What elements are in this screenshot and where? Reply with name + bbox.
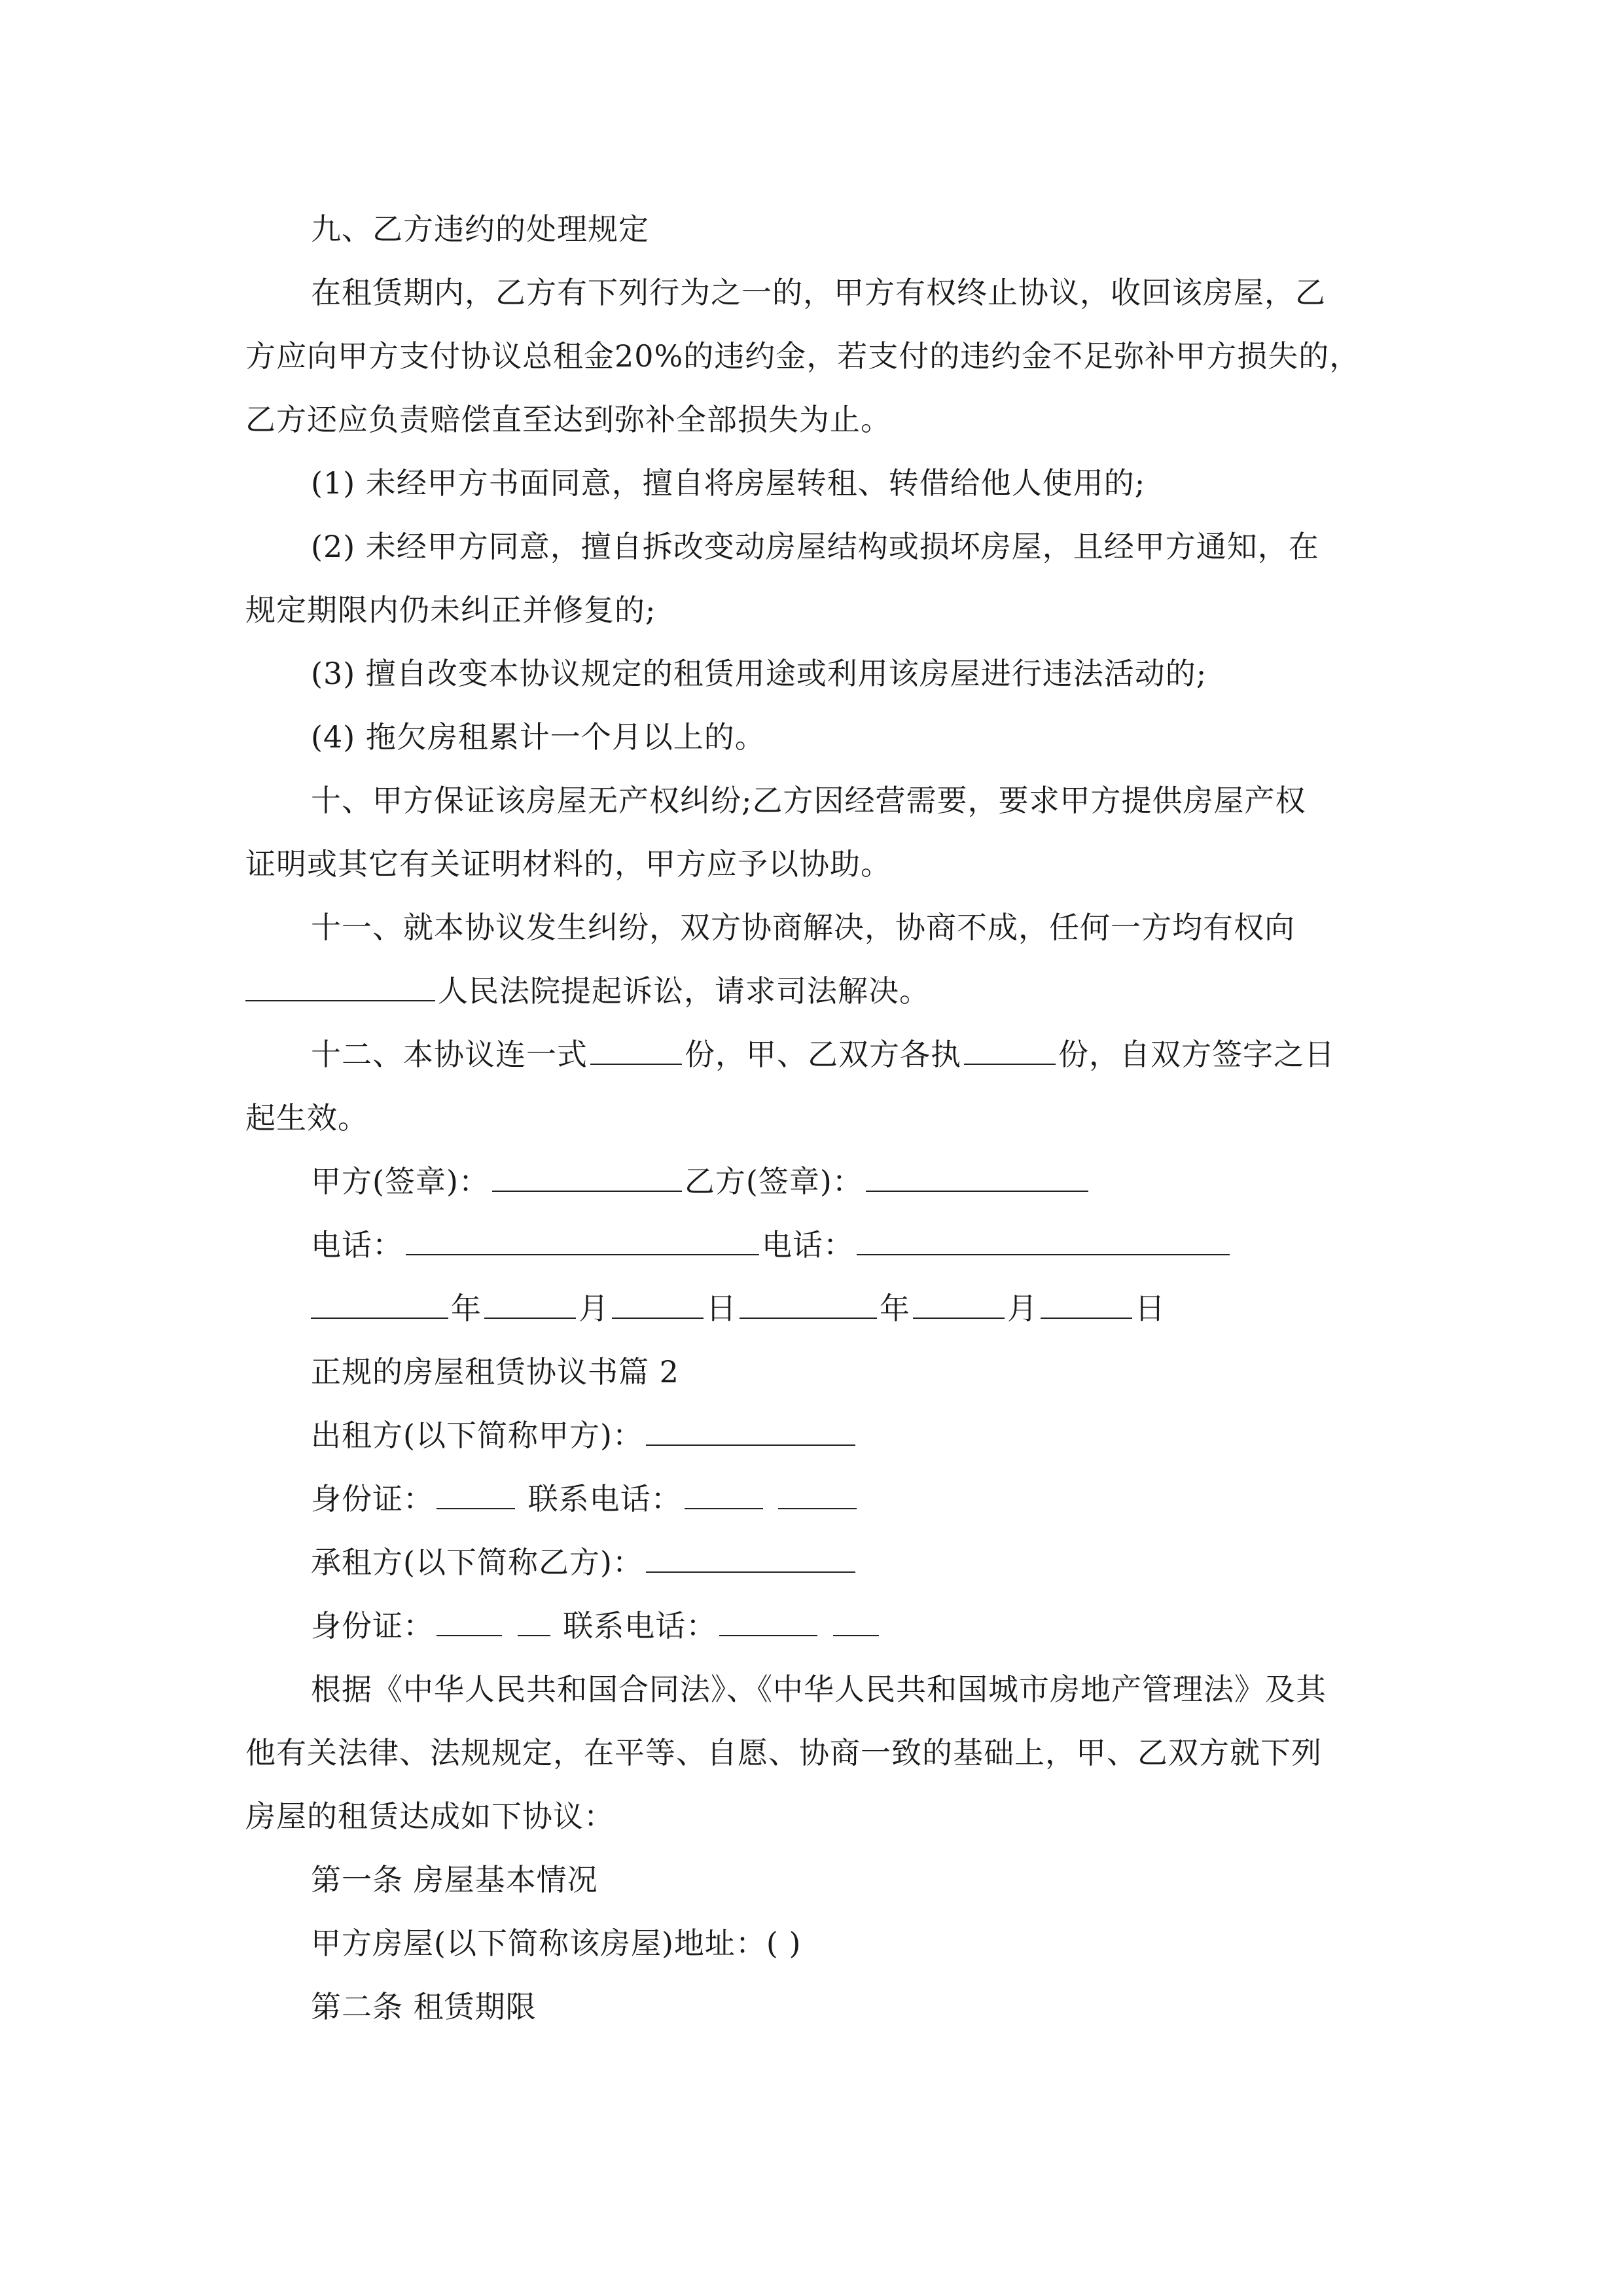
phone-row: 电话： 电话： [311, 1225, 1232, 1265]
section10-line-2: 证明或其它有关证明材料的，甲方应予以协助。 [245, 846, 891, 882]
section11-line-1: 十一、就本协议发生纠纷，双方协商解决，协商不成，任何一方均有权向 [311, 910, 1295, 945]
signature-row: 甲方(签章)： 乙方(签章)： [311, 1162, 1091, 1201]
lessee-id-row: 身份证： 联系电话： [311, 1606, 882, 1645]
section9-heading: 九、乙方违约的处理规定 [311, 211, 649, 247]
party-b-day-blank[interactable] [1041, 1289, 1132, 1319]
breach-item-3: (3) 擅自改变本协议规定的租赁用途或利用该房屋进行违法活动的; [311, 656, 1207, 691]
copies-total-blank[interactable] [590, 1035, 682, 1065]
address-row: 甲方房屋(以下简称该房屋)地址：( ) [311, 1926, 802, 1961]
basis-line-3: 房屋的租赁达成如下协议： [245, 1799, 615, 1834]
party-b-year-blank[interactable] [740, 1289, 877, 1319]
party-b-month-blank[interactable] [913, 1289, 1005, 1319]
lessor-name-blank[interactable] [646, 1416, 855, 1446]
party-b-signature-blank[interactable] [866, 1162, 1088, 1192]
lessee-row: 承租方(以下简称乙方)： [311, 1543, 858, 1582]
section11-line-2: 人民法院提起诉讼，请求司法解决。 [245, 971, 930, 1011]
section9-paragraph-line-1: 在租赁期内，乙方有下列行为之一的，甲方有权终止协议，收回该房屋，乙 [311, 275, 1326, 310]
date-row: 年 月 日 年 月 日 [311, 1289, 1166, 1328]
lessee-id-blank-1[interactable] [437, 1606, 502, 1636]
breach-item-2-line-2: 规定期限内仍未纠正并修复的; [245, 592, 656, 628]
lessor-row: 出租方(以下简称甲方)： [311, 1416, 858, 1455]
section12-line-1: 十二、本协议连一式 份，甲、乙双方各执 份，自双方签字之日 [311, 1035, 1335, 1074]
lessee-phone-blank-2[interactable] [833, 1606, 879, 1636]
section9-paragraph-line-3: 乙方还应负责赔偿直至达到弥补全部损失为止。 [245, 402, 891, 437]
section9-paragraph-line-2: 方应向甲方支付协议总租金20%的违约金，若支付的违约金不足弥补甲方损失的， [245, 338, 1361, 374]
lessee-name-blank[interactable] [646, 1543, 855, 1573]
breach-item-1: (1) 未经甲方书面同意，擅自将房屋转租、转借给他人使用的; [311, 465, 1146, 501]
party-a-phone-blank[interactable] [406, 1225, 759, 1255]
copies-each-blank[interactable] [964, 1035, 1056, 1065]
court-name-blank[interactable] [245, 971, 435, 1001]
basis-line-2: 他有关法律、法规规定，在平等、自愿、协商一致的基础上，甲、乙双方就下列 [245, 1735, 1322, 1770]
lessor-id-row: 身份证： 联系电话： [311, 1479, 859, 1518]
lessor-phone-blank-2[interactable] [778, 1479, 857, 1509]
section12-line-2: 起生效。 [245, 1100, 368, 1136]
article-2-heading: 第二条 租赁期限 [311, 1989, 537, 2024]
party-a-year-blank[interactable] [311, 1289, 448, 1319]
party-a-signature-blank[interactable] [492, 1162, 682, 1192]
lessee-id-blank-2[interactable] [518, 1606, 550, 1636]
lessor-id-blank[interactable] [437, 1479, 515, 1509]
breach-item-2-line-1: (2) 未经甲方同意，擅自拆改变动房屋结构或损坏房屋，且经甲方通知，在 [311, 529, 1319, 564]
party-a-month-blank[interactable] [484, 1289, 576, 1319]
article-1-heading: 第一条 房屋基本情况 [311, 1862, 598, 1897]
lessor-phone-blank-1[interactable] [685, 1479, 763, 1509]
lessee-phone-blank-1[interactable] [719, 1606, 817, 1636]
part2-title: 正规的房屋租赁协议书篇 2 [311, 1354, 679, 1390]
party-a-day-blank[interactable] [612, 1289, 704, 1319]
section10-line-1: 十、甲方保证该房屋无产权纠纷;乙方因经营需要，要求甲方提供房屋产权 [311, 783, 1306, 818]
basis-line-1: 根据《中华人民共和国合同法》、《中华人民共和国城市房地产管理法》及其 [311, 1672, 1327, 1707]
breach-item-4: (4) 拖欠房租累计一个月以上的。 [311, 719, 766, 755]
party-b-phone-blank[interactable] [857, 1225, 1230, 1255]
